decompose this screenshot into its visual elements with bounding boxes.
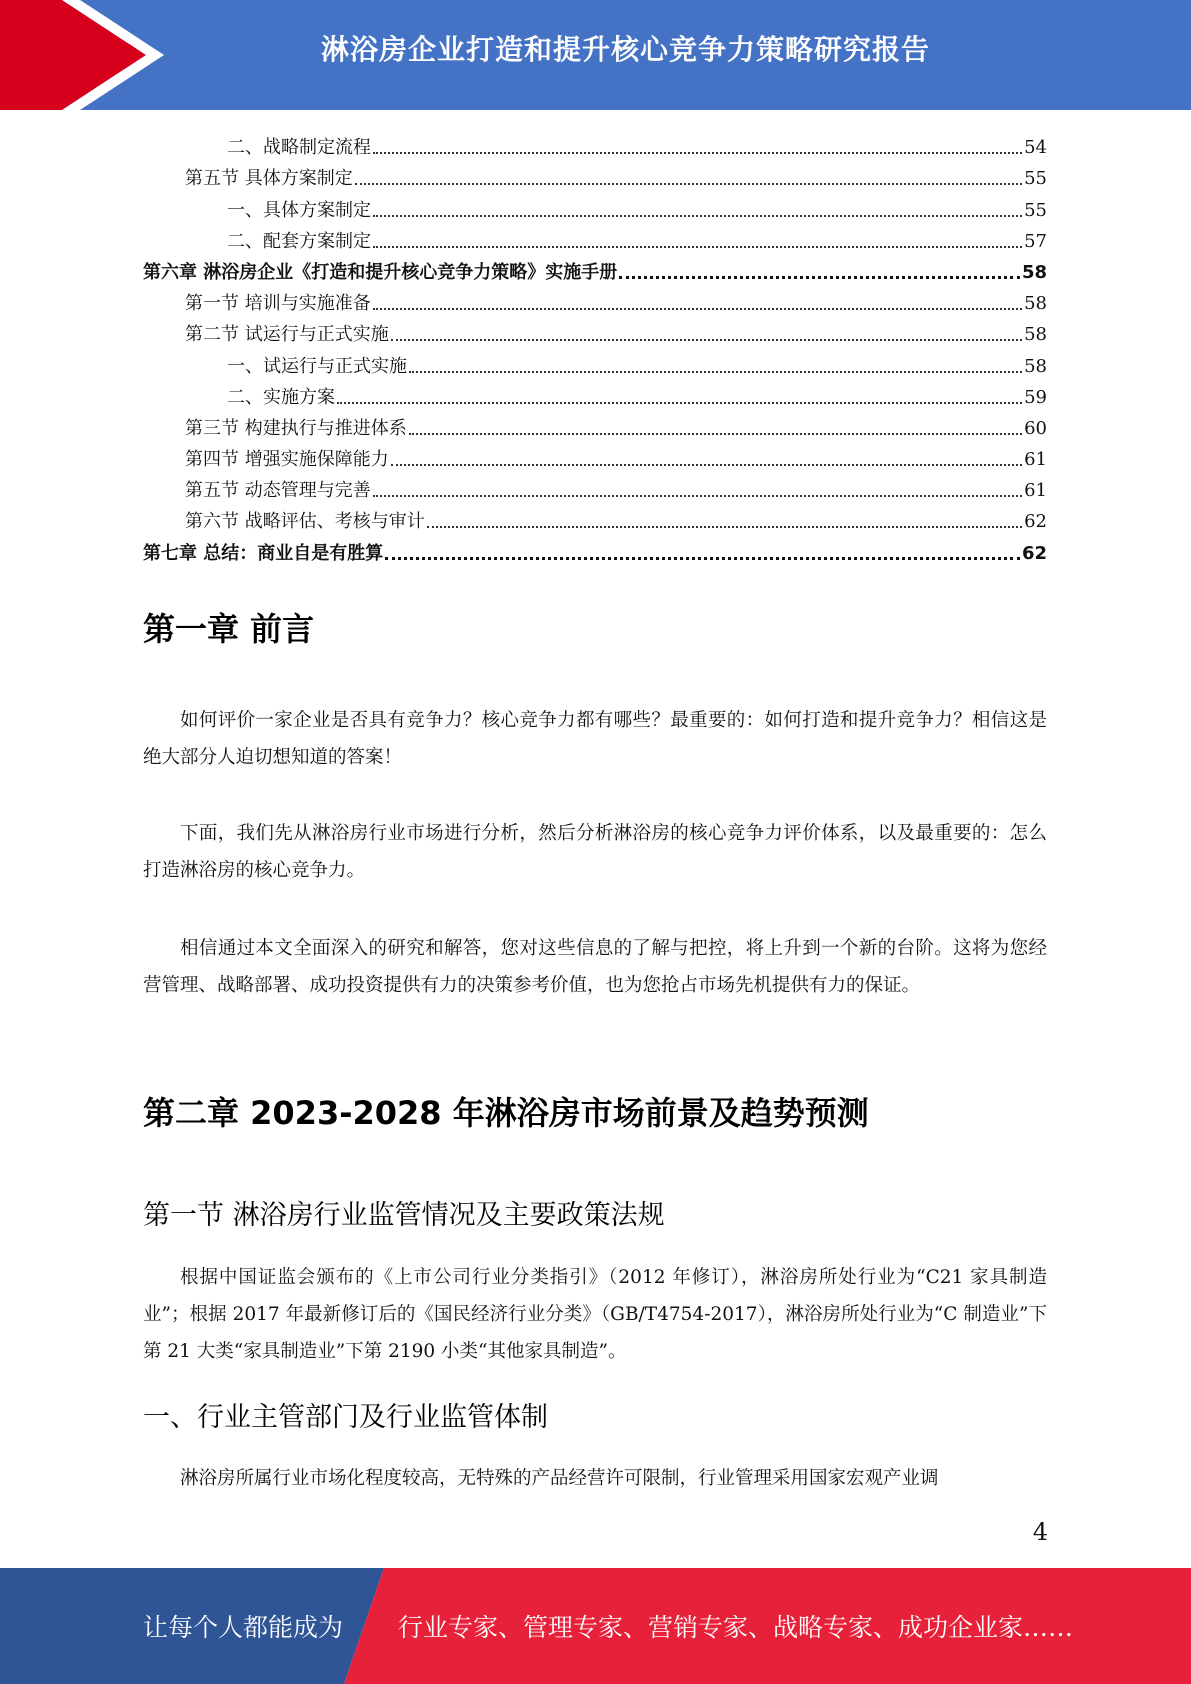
toc-entry-page: 58 — [1024, 324, 1047, 346]
toc-leader-dots — [391, 339, 1022, 341]
toc-entry-title: 第五节 动态管理与完善 — [185, 480, 371, 502]
toc-leader-dots — [385, 557, 1020, 560]
toc-entry-title: 第三节 构建执行与推进体系 — [185, 417, 407, 439]
footer-slogan-right: 行业专家、管理专家、营销专家、战略专家、成功企业家…… — [398, 1613, 1074, 1642]
paragraph: 根据中国证监会颁布的《上市公司行业分类指引》（2012 年修订），淋浴房所处行业为“C21 家具制造业”；根据 2017 年最新修订后的《国民经济行业分类》（GB/T4754-2017），淋浴房所处行业为“C 制造业”下第 21 大类“家具制造业”下第 2190 小类“其他家具制造”。 — [143, 1267, 1047, 1362]
toc-leader-dots — [337, 402, 1022, 404]
toc-entry[interactable] — [143, 533, 1047, 564]
toc-entry-page: 59 — [1024, 386, 1047, 408]
toc-leader-dots — [409, 371, 1022, 373]
toc-entry-page: 62 — [1024, 511, 1047, 533]
toc-leader-dots — [373, 495, 1022, 497]
toc-entry[interactable] — [143, 409, 1047, 440]
toc-entry[interactable] — [143, 284, 1047, 315]
paragraph: 如何评价一家企业是否具有竞争力？核心竞争力都有哪些？最重要的：如何打造和提升竞争力？相信这是绝大部分人迫切想知道的答案！ — [143, 710, 1047, 768]
subsection-heading: 一、行业主管部门及行业监管体制 — [143, 1402, 548, 1433]
toc-entry[interactable] — [143, 128, 1047, 159]
toc-entry-page: 54 — [1024, 137, 1047, 159]
paragraph: 下面，我们先从淋浴房行业市场进行分析，然后分析淋浴房的核心竞争力评价体系，以及最重要的：怎么打造淋浴房的核心竞争力。 — [143, 823, 1047, 881]
page-header — [0, 0, 1191, 110]
toc-leader-dots — [409, 433, 1022, 435]
toc-entry[interactable] — [143, 190, 1047, 221]
toc-entry-title: 第六章 淋浴房企业《打造和提升核心竞争力策略》实施手册 — [143, 261, 618, 283]
toc-entry[interactable] — [143, 159, 1047, 190]
toc-entry-page: 60 — [1024, 417, 1047, 439]
toc-entry-page: 61 — [1024, 449, 1047, 471]
toc-leader-dots — [373, 215, 1022, 217]
toc-entry-title: 二、战略制定流程 — [227, 137, 371, 159]
toc-entry[interactable] — [143, 502, 1047, 533]
toc-entry-page: 58 — [1024, 355, 1047, 377]
toc-leader-dots — [373, 152, 1022, 154]
toc-entry-title: 第五节 具体方案制定 — [185, 168, 353, 190]
toc-entry-page: 55 — [1024, 199, 1047, 221]
toc-leader-dots — [427, 526, 1022, 528]
toc-entry-page: 58 — [1021, 261, 1047, 283]
toc-leader-dots — [355, 183, 1022, 185]
toc-entry[interactable] — [143, 253, 1047, 284]
toc-leader-dots — [619, 276, 1020, 279]
page-number: 4 — [1032, 1518, 1048, 1546]
report-title: 淋浴房企业打造和提升核心竞争力策略研究报告 — [320, 33, 930, 66]
chapter-heading: 第二章 2023-2028 年淋浴房市场前景及趋势预测 — [143, 1094, 869, 1132]
toc-entry-page: 58 — [1024, 293, 1047, 315]
toc-entry[interactable] — [143, 440, 1047, 471]
toc-entry[interactable] — [143, 346, 1047, 377]
toc-entry-title: 一、试运行与正式实施 — [227, 355, 407, 377]
page-footer — [0, 1568, 1191, 1684]
toc-entry[interactable] — [143, 378, 1047, 409]
toc-entry-page: 61 — [1024, 480, 1047, 502]
toc-entry-title: 第七章 总结：商业自是有胜算 — [143, 542, 384, 564]
toc-entry-title: 二、实施方案 — [227, 386, 335, 408]
toc-leader-dots — [373, 246, 1022, 248]
toc-entry-page: 55 — [1024, 168, 1047, 190]
toc-entry[interactable] — [143, 315, 1047, 346]
footer-slogan-left: 让每个人都能成为 — [143, 1613, 344, 1642]
toc-entry-title: 一、具体方案制定 — [227, 199, 371, 221]
section-heading: 第一节 淋浴房行业监管情况及主要政策法规 — [143, 1200, 665, 1231]
chapter-heading: 第一章 前言 — [143, 610, 315, 648]
toc-entry-title: 第一节 培训与实施准备 — [185, 293, 371, 315]
toc-entry-title: 第四节 增强实施保障能力 — [185, 449, 389, 471]
toc-entry-title: 第六节 战略评估、考核与审计 — [185, 511, 425, 533]
toc-entry[interactable] — [143, 222, 1047, 253]
toc-entry[interactable] — [143, 471, 1047, 502]
table-of-contents — [143, 128, 1047, 565]
toc-entry-page: 62 — [1021, 542, 1047, 564]
toc-entry-page: 57 — [1024, 230, 1047, 252]
toc-entry-title: 第二节 试运行与正式实施 — [185, 324, 389, 346]
paragraph: 相信通过本文全面深入的研究和解答，您对这些信息的了解与把控，将上升到一个新的台阶。这将为您经营管理、战略部署、成功投资提供有力的决策参考价值，也为您抢占市场先机提供有力的保证。 — [143, 938, 1047, 996]
paragraph: 淋浴房所属行业市场化程度较高，无特殊的产品经营许可限制，行业管理采用国家宏观产业调 — [180, 1468, 939, 1489]
toc-entry-title: 二、配套方案制定 — [227, 230, 371, 252]
toc-leader-dots — [391, 464, 1022, 466]
toc-leader-dots — [373, 308, 1022, 310]
